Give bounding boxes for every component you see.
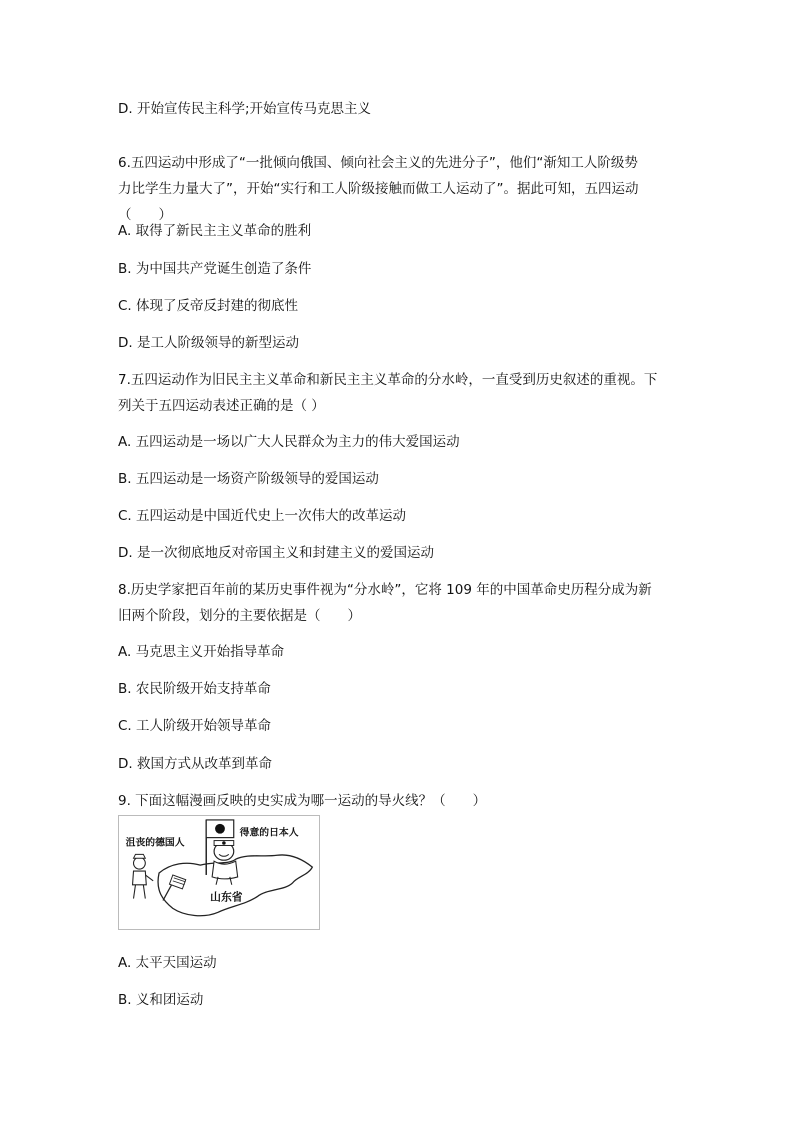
q6-stem-line-2: 力比学生力量大了”，开始“实行和工人阶级接触而做工人运动了”。据此可知，五四运动 xyxy=(118,181,639,197)
cartoon-label-german: 沮丧的德国人 xyxy=(125,837,185,849)
q5-option-d: D. 开始宣传民主科学;开始宣传马克思主义 xyxy=(118,101,372,117)
cartoon-label-japanese: 得意的日本人 xyxy=(239,827,299,839)
q6-stem-line-1: 6.五四运动中形成了“一批倾向俄国、倾向社会主义的先进分子”，他们“渐知工人阶级势 xyxy=(118,155,638,171)
q9-option-b: B. 义和团运动 xyxy=(118,992,204,1008)
q8-option-c: C. 工人阶级开始领导革命 xyxy=(118,718,272,734)
q6-option-b: B. 为中国共产党诞生创造了条件 xyxy=(118,261,312,277)
q7-option-a: A. 五四运动是一场以广大人民群众为主力的伟大爱国运动 xyxy=(118,434,460,450)
question-9-stem: 9. 下面这幅漫画反映的史实成为哪一运动的导火线？（ ） xyxy=(118,793,487,809)
q6-option-d: D. 是工人阶级领导的新型运动 xyxy=(118,335,299,351)
q7-option-d: D. 是一次彻底地反对帝国主义和封建主义的爱国运动 xyxy=(118,545,434,561)
q7-stem-line-2: 列关于五四运动表述正确的是（ ） xyxy=(118,398,325,414)
question-7-stem xyxy=(118,367,678,419)
question-8-stem xyxy=(118,577,678,629)
question-6-stem xyxy=(118,150,678,228)
q6-option-c: C. 体现了反帝反封建的彻底性 xyxy=(118,298,299,314)
q7-option-b: B. 五四运动是一场资产阶级领导的爱国运动 xyxy=(118,471,379,487)
q7-stem-line-1: 7.五四运动作为旧民主主义革命和新民主主义革命的分水岭，一直受到历史叙述的重视。下 xyxy=(118,372,658,388)
q8-stem-line-2: 旧两个阶段，划分的主要依据是（ ） xyxy=(118,608,361,624)
cartoon-image xyxy=(118,815,320,930)
q9-option-a: A. 太平天国运动 xyxy=(118,955,217,971)
q8-option-a: A. 马克思主义开始指导革命 xyxy=(118,644,285,660)
q8-option-d: D. 救国方式从改革到革命 xyxy=(118,756,272,772)
q6-stem-line-3: （ ） xyxy=(118,207,172,223)
q7-option-c: C. 五四运动是中国近代史上一次伟大的改革运动 xyxy=(118,508,407,524)
cartoon-label-shandong: 山东省 xyxy=(210,890,243,904)
q8-option-b: B. 农民阶级开始支持革命 xyxy=(118,681,271,697)
q6-option-a: A. 取得了新民主主义革命的胜利 xyxy=(118,223,312,239)
q8-stem-line-1: 8.历史学家把百年前的某历史事件视为“分水岭”，它将 109 年的中国革命史历程分成为新 xyxy=(118,582,652,598)
